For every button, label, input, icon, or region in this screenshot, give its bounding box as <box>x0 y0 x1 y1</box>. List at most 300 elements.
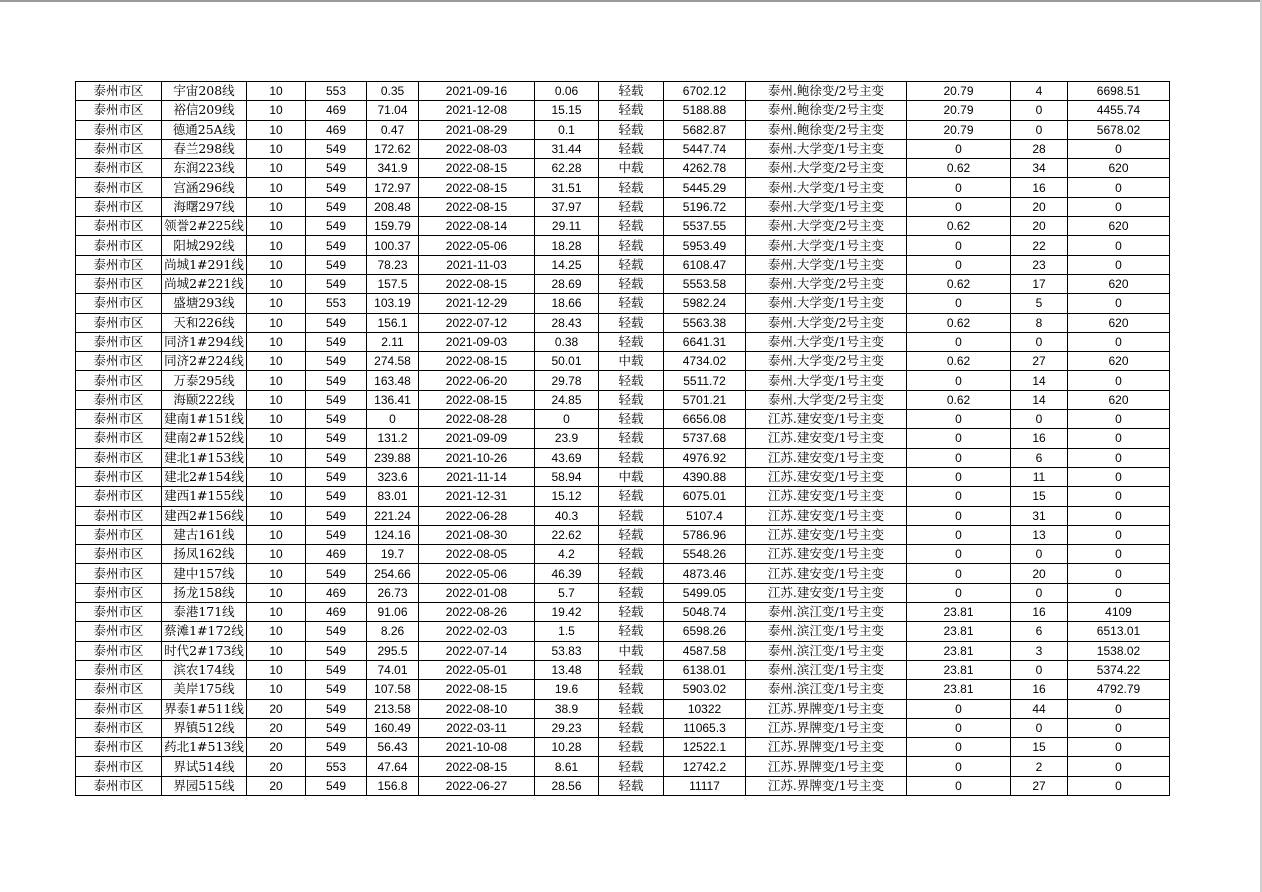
cell-load-status: 轻载 <box>599 197 664 216</box>
cell-load-status: 轻载 <box>599 390 664 409</box>
cell-margin: 5048.74 <box>664 603 746 622</box>
cell-load-rate: 29.78 <box>535 371 599 390</box>
cell-voltage-kv: 10 <box>247 139 306 158</box>
table-row <box>76 718 1170 737</box>
cell-line-name: 尚城1#291线 <box>162 255 247 274</box>
cell-line-name: 时代2#173线 <box>162 641 247 660</box>
cell-value-a: 0 <box>907 718 1011 737</box>
cell-value-a: 0.62 <box>907 217 1011 236</box>
cell-transformer: 江苏.建安变/1号主变 <box>746 506 907 525</box>
cell-value-a: 0 <box>907 410 1011 429</box>
table-row <box>76 390 1170 409</box>
cell-value-b: 0 <box>1068 583 1170 602</box>
cell-area: 泰州市区 <box>76 101 162 120</box>
cell-area: 泰州市区 <box>76 660 162 679</box>
cell-transformer: 江苏.界牌变/1号主变 <box>746 757 907 776</box>
cell-voltage-kv: 10 <box>247 429 306 448</box>
cell-load-rate: 23.9 <box>535 429 599 448</box>
cell-date: 2022-05-06 <box>419 236 535 255</box>
feeder-load-table <box>75 81 1170 796</box>
table-row <box>76 487 1170 506</box>
cell-load-value: 163.48 <box>367 371 419 390</box>
cell-value-a: 0.62 <box>907 390 1011 409</box>
cell-count: 15 <box>1011 487 1068 506</box>
cell-date: 2022-06-20 <box>419 371 535 390</box>
cell-date: 2022-06-27 <box>419 776 535 795</box>
cell-area: 泰州市区 <box>76 525 162 544</box>
cell-load-status: 轻载 <box>599 680 664 699</box>
cell-value-a: 23.81 <box>907 660 1011 679</box>
cell-voltage-kv: 10 <box>247 332 306 351</box>
cell-value-a: 0 <box>907 429 1011 448</box>
cell-area: 泰州市区 <box>76 390 162 409</box>
cell-value-a: 23.81 <box>907 641 1011 660</box>
cell-count: 22 <box>1011 236 1068 255</box>
cell-transformer: 江苏.建安变/1号主变 <box>746 467 907 486</box>
cell-value-b: 5678.02 <box>1068 120 1170 139</box>
cell-count: 16 <box>1011 603 1068 622</box>
cell-transformer: 泰州.滨江变/1号主变 <box>746 603 907 622</box>
cell-voltage-kv: 10 <box>247 178 306 197</box>
cell-capacity: 549 <box>306 371 367 390</box>
cell-capacity: 469 <box>306 120 367 139</box>
cell-count: 8 <box>1011 313 1068 332</box>
cell-capacity: 549 <box>306 622 367 641</box>
cell-value-a: 0 <box>907 564 1011 583</box>
cell-area: 泰州市区 <box>76 506 162 525</box>
cell-voltage-kv: 10 <box>247 525 306 544</box>
cell-load-rate: 0 <box>535 410 599 429</box>
cell-count: 4 <box>1011 82 1068 101</box>
cell-load-rate: 13.48 <box>535 660 599 679</box>
cell-area: 泰州市区 <box>76 641 162 660</box>
cell-value-b: 0 <box>1068 294 1170 313</box>
cell-transformer: 泰州.大学变/1号主变 <box>746 294 907 313</box>
cell-value-b: 4109 <box>1068 603 1170 622</box>
cell-value-b: 620 <box>1068 313 1170 332</box>
cell-count: 0 <box>1011 583 1068 602</box>
cell-line-name: 海颐222线 <box>162 390 247 409</box>
cell-capacity: 553 <box>306 294 367 313</box>
cell-capacity: 549 <box>306 776 367 795</box>
cell-line-name: 界镇512线 <box>162 718 247 737</box>
cell-count: 0 <box>1011 545 1068 564</box>
cell-margin: 5188.88 <box>664 101 746 120</box>
cell-area: 泰州市区 <box>76 699 162 718</box>
cell-voltage-kv: 20 <box>247 757 306 776</box>
table-body <box>76 82 1170 796</box>
cell-load-value: 172.97 <box>367 178 419 197</box>
cell-transformer: 泰州.滨江变/1号主变 <box>746 622 907 641</box>
cell-voltage-kv: 10 <box>247 410 306 429</box>
cell-load-status: 轻载 <box>599 603 664 622</box>
table-row <box>76 120 1170 139</box>
cell-count: 20 <box>1011 217 1068 236</box>
cell-transformer: 泰州.大学变/1号主变 <box>746 139 907 158</box>
cell-transformer: 江苏.建安变/1号主变 <box>746 564 907 583</box>
cell-transformer: 泰州.大学变/2号主变 <box>746 352 907 371</box>
cell-load-status: 轻载 <box>599 120 664 139</box>
cell-margin: 5953.49 <box>664 236 746 255</box>
cell-margin: 4390.88 <box>664 467 746 486</box>
cell-load-status: 轻载 <box>599 525 664 544</box>
cell-margin: 5511.72 <box>664 371 746 390</box>
cell-load-value: 239.88 <box>367 448 419 467</box>
table-row <box>76 178 1170 197</box>
cell-count: 27 <box>1011 352 1068 371</box>
cell-voltage-kv: 10 <box>247 506 306 525</box>
cell-load-status: 轻载 <box>599 274 664 293</box>
cell-load-status: 中载 <box>599 641 664 660</box>
cell-date: 2022-08-05 <box>419 545 535 564</box>
cell-transformer: 泰州.大学变/1号主变 <box>746 197 907 216</box>
cell-date: 2021-11-03 <box>419 255 535 274</box>
cell-value-b: 0 <box>1068 139 1170 158</box>
table-row <box>76 274 1170 293</box>
cell-load-value: 131.2 <box>367 429 419 448</box>
cell-value-b: 620 <box>1068 352 1170 371</box>
cell-value-b: 620 <box>1068 159 1170 178</box>
cell-value-b: 0 <box>1068 757 1170 776</box>
cell-value-b: 0 <box>1068 429 1170 448</box>
cell-transformer: 泰州.大学变/1号主变 <box>746 332 907 351</box>
cell-load-status: 轻载 <box>599 699 664 718</box>
cell-date: 2021-11-14 <box>419 467 535 486</box>
cell-value-b: 0 <box>1068 545 1170 564</box>
cell-margin: 5537.55 <box>664 217 746 236</box>
cell-margin: 12742.2 <box>664 757 746 776</box>
cell-voltage-kv: 10 <box>247 274 306 293</box>
cell-count: 5 <box>1011 294 1068 313</box>
cell-voltage-kv: 20 <box>247 776 306 795</box>
cell-value-a: 23.81 <box>907 603 1011 622</box>
cell-area: 泰州市区 <box>76 622 162 641</box>
cell-voltage-kv: 10 <box>247 120 306 139</box>
cell-load-status: 轻载 <box>599 101 664 120</box>
cell-date: 2021-09-16 <box>419 82 535 101</box>
cell-capacity: 549 <box>306 487 367 506</box>
cell-count: 31 <box>1011 506 1068 525</box>
cell-date: 2021-12-31 <box>419 487 535 506</box>
cell-load-rate: 31.51 <box>535 178 599 197</box>
cell-area: 泰州市区 <box>76 313 162 332</box>
cell-value-b: 0 <box>1068 467 1170 486</box>
cell-transformer: 江苏.界牌变/1号主变 <box>746 699 907 718</box>
cell-line-name: 盛塘293线 <box>162 294 247 313</box>
table-row <box>76 680 1170 699</box>
cell-date: 2022-08-15 <box>419 352 535 371</box>
cell-value-a: 23.81 <box>907 680 1011 699</box>
cell-value-a: 0 <box>907 545 1011 564</box>
cell-load-rate: 22.62 <box>535 525 599 544</box>
cell-load-rate: 14.25 <box>535 255 599 274</box>
cell-load-status: 轻载 <box>599 139 664 158</box>
cell-value-a: 0 <box>907 776 1011 795</box>
table-row <box>76 352 1170 371</box>
cell-capacity: 549 <box>306 217 367 236</box>
cell-transformer: 江苏.界牌变/1号主变 <box>746 776 907 795</box>
cell-area: 泰州市区 <box>76 159 162 178</box>
cell-line-name: 建古161线 <box>162 525 247 544</box>
cell-voltage-kv: 10 <box>247 487 306 506</box>
table-row <box>76 255 1170 274</box>
cell-load-status: 中载 <box>599 352 664 371</box>
cell-voltage-kv: 10 <box>247 217 306 236</box>
cell-value-b: 4455.74 <box>1068 101 1170 120</box>
cell-area: 泰州市区 <box>76 332 162 351</box>
cell-load-rate: 46.39 <box>535 564 599 583</box>
table-row <box>76 410 1170 429</box>
cell-date: 2022-01-08 <box>419 583 535 602</box>
table-row <box>76 622 1170 641</box>
cell-count: 16 <box>1011 178 1068 197</box>
cell-line-name: 界园515线 <box>162 776 247 795</box>
cell-area: 泰州市区 <box>76 178 162 197</box>
cell-voltage-kv: 10 <box>247 603 306 622</box>
table-row <box>76 467 1170 486</box>
cell-line-name: 裕信209线 <box>162 101 247 120</box>
cell-area: 泰州市区 <box>76 487 162 506</box>
cell-capacity: 549 <box>306 699 367 718</box>
cell-area: 泰州市区 <box>76 757 162 776</box>
cell-load-rate: 58.94 <box>535 467 599 486</box>
cell-value-b: 6513.01 <box>1068 622 1170 641</box>
cell-capacity: 549 <box>306 738 367 757</box>
cell-margin: 5786.96 <box>664 525 746 544</box>
cell-transformer: 江苏.建安变/1号主变 <box>746 545 907 564</box>
cell-capacity: 549 <box>306 274 367 293</box>
cell-load-status: 轻载 <box>599 82 664 101</box>
cell-date: 2021-09-03 <box>419 332 535 351</box>
cell-area: 泰州市区 <box>76 371 162 390</box>
cell-count: 3 <box>1011 641 1068 660</box>
cell-transformer: 泰州.鲍徐变/2号主变 <box>746 82 907 101</box>
cell-voltage-kv: 20 <box>247 699 306 718</box>
cell-area: 泰州市区 <box>76 82 162 101</box>
cell-count: 20 <box>1011 197 1068 216</box>
cell-load-rate: 19.42 <box>535 603 599 622</box>
cell-margin: 6702.12 <box>664 82 746 101</box>
cell-margin: 10322 <box>664 699 746 718</box>
cell-capacity: 549 <box>306 255 367 274</box>
cell-line-name: 海曙297线 <box>162 197 247 216</box>
cell-value-a: 0 <box>907 255 1011 274</box>
cell-margin: 6641.31 <box>664 332 746 351</box>
cell-value-a: 0 <box>907 506 1011 525</box>
cell-load-status: 轻载 <box>599 776 664 795</box>
cell-load-value: 83.01 <box>367 487 419 506</box>
cell-load-rate: 29.23 <box>535 718 599 737</box>
cell-area: 泰州市区 <box>76 294 162 313</box>
cell-margin: 5548.26 <box>664 545 746 564</box>
cell-date: 2022-06-28 <box>419 506 535 525</box>
cell-transformer: 泰州.鲍徐变/2号主变 <box>746 101 907 120</box>
cell-count: 11 <box>1011 467 1068 486</box>
cell-line-name: 春兰298线 <box>162 139 247 158</box>
cell-date: 2022-08-15 <box>419 274 535 293</box>
cell-value-a: 0 <box>907 448 1011 467</box>
cell-date: 2022-08-15 <box>419 197 535 216</box>
cell-load-rate: 38.9 <box>535 699 599 718</box>
cell-voltage-kv: 10 <box>247 255 306 274</box>
cell-value-b: 0 <box>1068 564 1170 583</box>
cell-line-name: 美岸175线 <box>162 680 247 699</box>
cell-voltage-kv: 10 <box>247 564 306 583</box>
cell-margin: 6108.47 <box>664 255 746 274</box>
cell-load-status: 轻载 <box>599 487 664 506</box>
cell-value-b: 0 <box>1068 410 1170 429</box>
table-row <box>76 159 1170 178</box>
cell-voltage-kv: 10 <box>247 82 306 101</box>
cell-count: 0 <box>1011 120 1068 139</box>
cell-date: 2021-10-26 <box>419 448 535 467</box>
cell-value-b: 0 <box>1068 738 1170 757</box>
cell-margin: 5553.58 <box>664 274 746 293</box>
cell-capacity: 553 <box>306 82 367 101</box>
cell-capacity: 469 <box>306 583 367 602</box>
cell-load-rate: 0.06 <box>535 82 599 101</box>
cell-value-a: 0 <box>907 178 1011 197</box>
cell-capacity: 549 <box>306 718 367 737</box>
table-row <box>76 371 1170 390</box>
cell-value-a: 0 <box>907 139 1011 158</box>
cell-load-value: 323.6 <box>367 467 419 486</box>
cell-load-status: 轻载 <box>599 448 664 467</box>
cell-transformer: 江苏.建安变/1号主变 <box>746 487 907 506</box>
cell-count: 34 <box>1011 159 1068 178</box>
cell-load-rate: 1.5 <box>535 622 599 641</box>
cell-area: 泰州市区 <box>76 718 162 737</box>
cell-load-rate: 31.44 <box>535 139 599 158</box>
table-row <box>76 332 1170 351</box>
cell-capacity: 469 <box>306 545 367 564</box>
cell-capacity: 469 <box>306 101 367 120</box>
cell-load-value: 341.9 <box>367 159 419 178</box>
cell-voltage-kv: 20 <box>247 738 306 757</box>
cell-margin: 6075.01 <box>664 487 746 506</box>
table-row <box>76 294 1170 313</box>
table-row <box>76 776 1170 795</box>
cell-value-b: 0 <box>1068 776 1170 795</box>
cell-load-value: 91.06 <box>367 603 419 622</box>
cell-line-name: 万泰295线 <box>162 371 247 390</box>
cell-load-value: 0.47 <box>367 120 419 139</box>
cell-transformer: 泰州.大学变/2号主变 <box>746 217 907 236</box>
cell-count: 14 <box>1011 390 1068 409</box>
cell-date: 2021-08-29 <box>419 120 535 139</box>
cell-margin: 6656.08 <box>664 410 746 429</box>
cell-margin: 4587.58 <box>664 641 746 660</box>
cell-voltage-kv: 10 <box>247 545 306 564</box>
cell-transformer: 江苏.界牌变/1号主变 <box>746 718 907 737</box>
cell-load-status: 轻载 <box>599 332 664 351</box>
cell-load-rate: 40.3 <box>535 506 599 525</box>
cell-transformer: 泰州.大学变/1号主变 <box>746 371 907 390</box>
cell-area: 泰州市区 <box>76 776 162 795</box>
cell-load-status: 轻载 <box>599 255 664 274</box>
cell-line-name: 扬龙158线 <box>162 583 247 602</box>
cell-area: 泰州市区 <box>76 217 162 236</box>
cell-load-value: 172.62 <box>367 139 419 158</box>
cell-voltage-kv: 10 <box>247 352 306 371</box>
table-row <box>76 603 1170 622</box>
cell-date: 2022-02-03 <box>419 622 535 641</box>
cell-capacity: 549 <box>306 178 367 197</box>
cell-voltage-kv: 10 <box>247 101 306 120</box>
cell-transformer: 江苏.建安变/1号主变 <box>746 410 907 429</box>
cell-margin: 5107.4 <box>664 506 746 525</box>
cell-value-a: 0 <box>907 236 1011 255</box>
cell-area: 泰州市区 <box>76 738 162 757</box>
cell-line-name: 建北2#154线 <box>162 467 247 486</box>
cell-transformer: 江苏.建安变/1号主变 <box>746 448 907 467</box>
cell-value-a: 20.79 <box>907 101 1011 120</box>
cell-load-status: 轻载 <box>599 506 664 525</box>
table-row <box>76 583 1170 602</box>
cell-value-b: 0 <box>1068 525 1170 544</box>
cell-load-value: 19.7 <box>367 545 419 564</box>
cell-count: 17 <box>1011 274 1068 293</box>
cell-load-rate: 62.28 <box>535 159 599 178</box>
cell-value-a: 0 <box>907 738 1011 757</box>
cell-count: 15 <box>1011 738 1068 757</box>
cell-value-a: 0.62 <box>907 274 1011 293</box>
cell-load-value: 100.37 <box>367 236 419 255</box>
cell-load-rate: 18.66 <box>535 294 599 313</box>
cell-area: 泰州市区 <box>76 139 162 158</box>
cell-transformer: 泰州.滨江变/1号主变 <box>746 660 907 679</box>
cell-load-value: 156.8 <box>367 776 419 795</box>
table-row <box>76 564 1170 583</box>
cell-load-status: 轻载 <box>599 757 664 776</box>
cell-transformer: 泰州.大学变/1号主变 <box>746 236 907 255</box>
cell-margin: 5682.87 <box>664 120 746 139</box>
cell-transformer: 泰州.滨江变/1号主变 <box>746 641 907 660</box>
cell-load-value: 208.48 <box>367 197 419 216</box>
cell-area: 泰州市区 <box>76 545 162 564</box>
cell-area: 泰州市区 <box>76 603 162 622</box>
cell-load-status: 轻载 <box>599 410 664 429</box>
cell-value-b: 0 <box>1068 332 1170 351</box>
cell-margin: 4873.46 <box>664 564 746 583</box>
cell-value-b: 620 <box>1068 274 1170 293</box>
cell-voltage-kv: 10 <box>247 660 306 679</box>
cell-load-status: 轻载 <box>599 738 664 757</box>
cell-voltage-kv: 10 <box>247 641 306 660</box>
cell-voltage-kv: 10 <box>247 197 306 216</box>
cell-date: 2022-07-12 <box>419 313 535 332</box>
cell-line-name: 德通25A线 <box>162 120 247 139</box>
cell-margin: 5196.72 <box>664 197 746 216</box>
cell-area: 泰州市区 <box>76 120 162 139</box>
cell-date: 2022-07-14 <box>419 641 535 660</box>
cell-count: 0 <box>1011 410 1068 429</box>
cell-value-a: 0 <box>907 699 1011 718</box>
cell-value-a: 0 <box>907 467 1011 486</box>
cell-value-a: 0 <box>907 294 1011 313</box>
cell-date: 2022-05-01 <box>419 660 535 679</box>
cell-voltage-kv: 10 <box>247 622 306 641</box>
cell-value-b: 0 <box>1068 699 1170 718</box>
cell-load-value: 160.49 <box>367 718 419 737</box>
cell-area: 泰州市区 <box>76 352 162 371</box>
cell-load-status: 轻载 <box>599 660 664 679</box>
cell-margin: 4734.02 <box>664 352 746 371</box>
table-row <box>76 699 1170 718</box>
cell-value-a: 0.62 <box>907 313 1011 332</box>
cell-load-rate: 19.6 <box>535 680 599 699</box>
cell-transformer: 泰州.大学变/1号主变 <box>746 255 907 274</box>
